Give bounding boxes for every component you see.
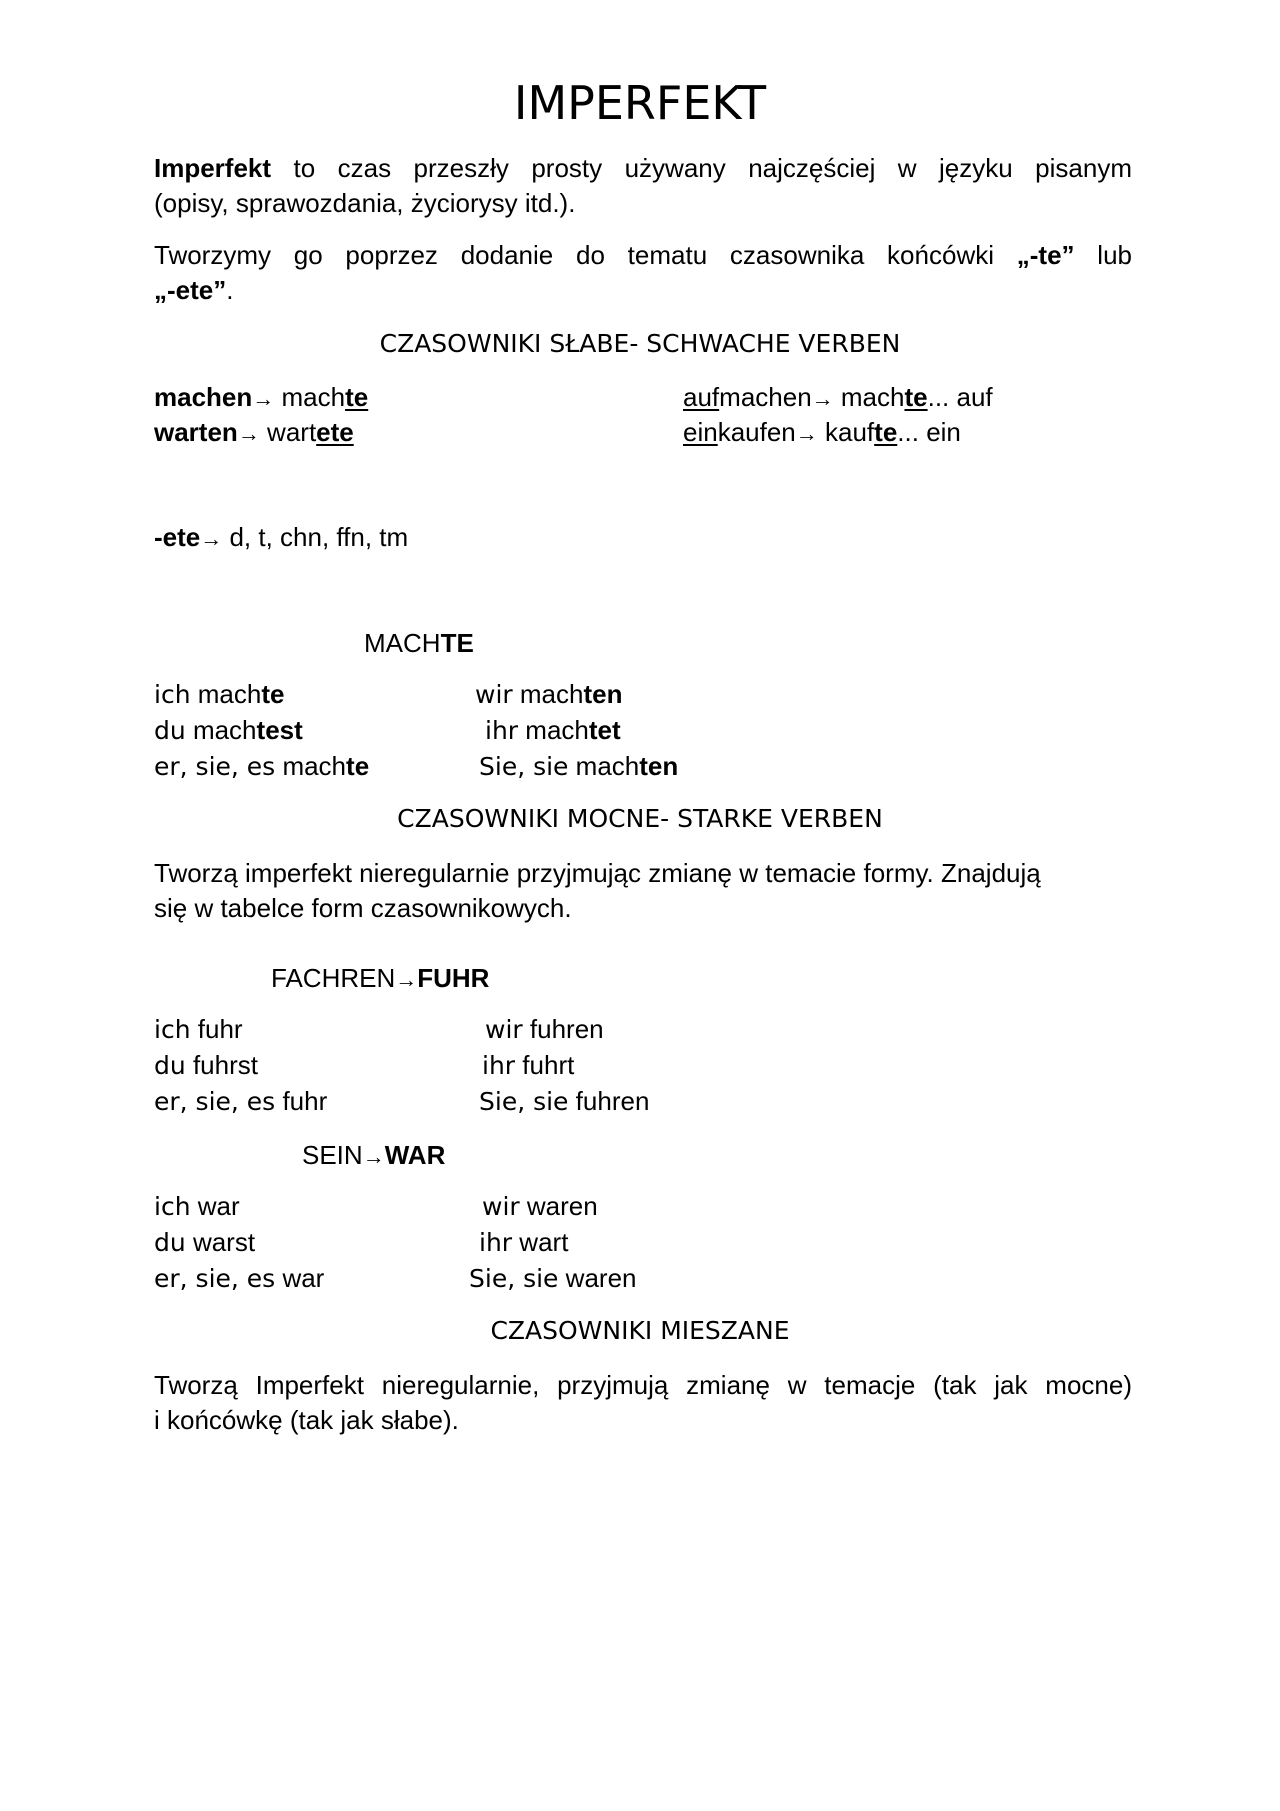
sein-row-ich: ich war — [154, 1191, 240, 1221]
fahren-title: FACHREN→FUHR — [271, 963, 490, 993]
strong-description: Tworzą imperfekt nieregularnie przyjmując zmianę w temacie formy. Znajdują się w tabelce form czasownikowych. — [154, 858, 1041, 923]
fahren-row-du: du fuhrst — [154, 1050, 258, 1080]
arrow-icon: → — [237, 421, 260, 446]
weak-example-machen: machen→ machte — [154, 382, 369, 412]
weak-example-aufmachen: aufmachen→ machte... auf — [683, 382, 993, 412]
fahren-row-ihr: ihr fuhrt — [482, 1050, 575, 1080]
intro-line-1: Imperfekt to czas przeszły prosty używany najczęściej w języku pisanym — [154, 153, 1132, 183]
fahren-row-er-sie-es: er, sie, es fuhr — [154, 1086, 328, 1116]
sein-row-du: du warst — [154, 1227, 256, 1257]
machte-title: MACHTE — [364, 628, 474, 658]
weak-example-warten: warten→ wartete — [154, 417, 354, 447]
weak-verbs-heading: CZASOWNIKI SŁABE- SCHWACHE VERBEN — [379, 329, 901, 358]
formation-paragraph — [154, 238, 1132, 308]
mixed-verbs-heading: CZASOWNIKI MIESZANE — [490, 1316, 790, 1345]
formation-line-1: Tworzymy go poprzez dodanie do tematu czasownika końcówki „-te” lub — [154, 240, 1133, 270]
arrow-icon: → — [795, 421, 818, 446]
intro-line-2: (opisy, sprawozdania, życiorysy itd.). — [154, 188, 576, 218]
mixed-description: Tworzą Imperfekt nieregularnie, przyjmują zmianę w temacje (tak jak mocne) i końcówkę (tak jak słabe). — [154, 1370, 1132, 1435]
arrow-icon: → — [811, 386, 834, 411]
conj-row-ihr: ihr machtet — [485, 715, 621, 745]
arrow-icon: → — [252, 386, 275, 411]
page-title: IMPERFEKT — [513, 76, 767, 130]
sein-row-er-sie-es: er, sie, es war — [154, 1263, 325, 1293]
formation-line-2: „-ete”. — [154, 275, 234, 305]
intro-paragraph — [154, 151, 1132, 221]
sein-row-ihr: ihr wart — [479, 1227, 569, 1257]
conj-row-sie-formal: Sie, sie machten — [479, 751, 679, 781]
conj-row-ich: ich machte — [154, 679, 285, 709]
arrow-icon: → — [395, 967, 418, 992]
sein-title: SEIN→WAR — [302, 1140, 446, 1170]
sein-row-wir: wir waren — [482, 1191, 598, 1221]
fahren-row-ich: ich fuhr — [154, 1014, 243, 1044]
fahren-row-wir: wir fuhren — [485, 1014, 604, 1044]
arrow-icon: → — [362, 1144, 385, 1169]
fahren-row-sie-formal: Sie, sie fuhren — [479, 1086, 650, 1116]
conj-row-wir: wir machten — [475, 679, 623, 709]
arrow-icon: → — [200, 526, 223, 551]
ete-rule: -ete→ d, t, chn, ffn, tm — [154, 522, 409, 552]
strong-verbs-heading: CZASOWNIKI MOCNE- STARKE VERBEN — [397, 804, 883, 833]
intro-term: Imperfekt — [154, 153, 272, 183]
sein-row-sie-formal: Sie, sie waren — [469, 1263, 637, 1293]
conj-row-er-sie-es: er, sie, es machte — [154, 751, 370, 781]
weak-example-einkaufen: einkaufen→ kaufte... ein — [683, 417, 961, 447]
conj-row-du: du machtest — [154, 715, 303, 745]
